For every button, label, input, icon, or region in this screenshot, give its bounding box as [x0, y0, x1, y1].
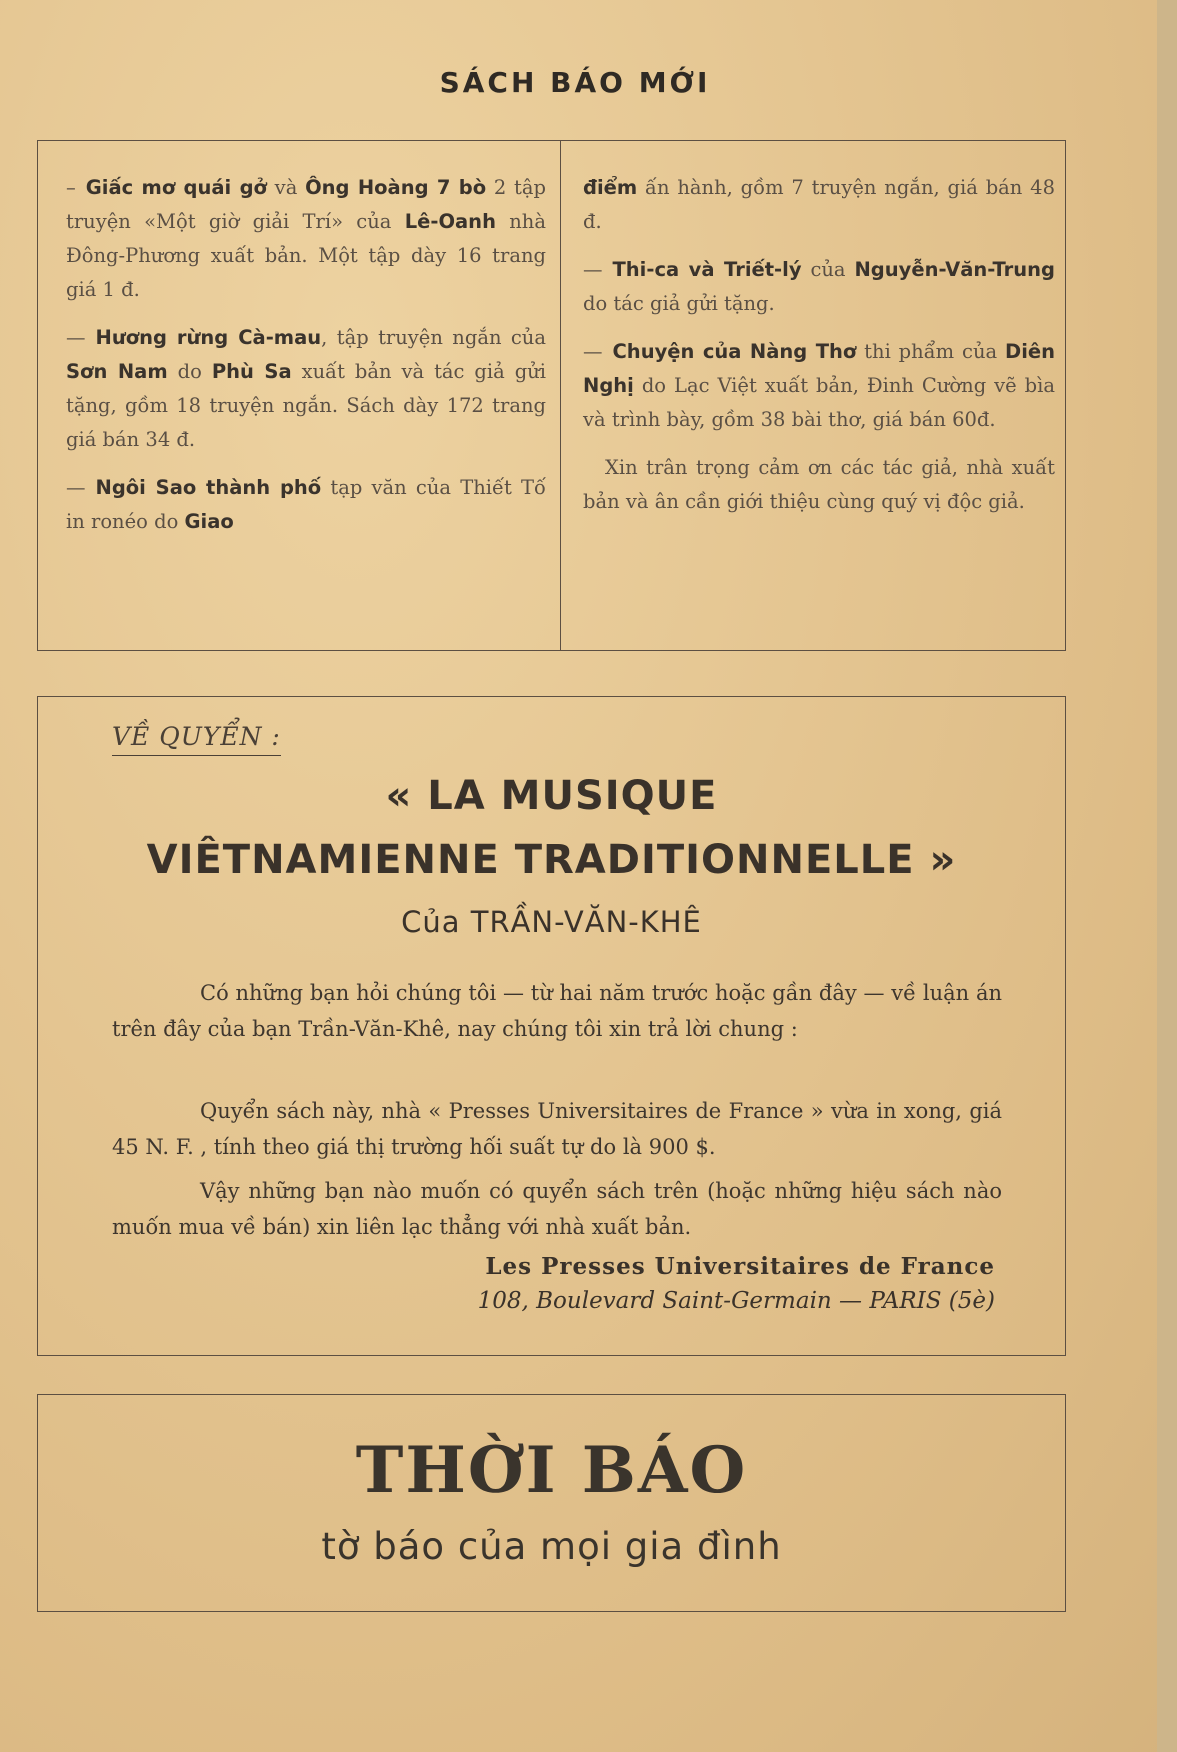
- right-column: [583, 171, 1055, 533]
- text: do: [167, 360, 212, 383]
- text: do tác giả gửi tặng.: [583, 292, 775, 315]
- publisher-name: Les Presses Universitaires de France: [485, 1253, 995, 1280]
- dash: —: [583, 258, 603, 281]
- text: xuất bản và tác giả gửi tặng, gồm 18 truyện ngắn. Sách dày 172 trang giá bán 34 đ.: [66, 360, 546, 451]
- book-title-line1: « LA MUSIQUE: [385, 773, 718, 819]
- dash: —: [66, 326, 86, 349]
- author-name: Lê-Oanh: [404, 210, 496, 233]
- publisher-address: 108, Boulevard Saint-Germain — PARIS (5è): [477, 1288, 995, 1314]
- book-title: Ông Hoàng 7 bò: [305, 176, 487, 199]
- book-entry: [583, 253, 1055, 321]
- text: ấn hành, gồm 7 truyện ngắn, giá bán 48 đ.: [583, 176, 1055, 233]
- text: tạp văn của Thiết Tố in ronéo do: [66, 476, 546, 533]
- text: và: [266, 176, 306, 199]
- book-notice-box: [37, 696, 1066, 1356]
- new-books-box: [37, 140, 1066, 651]
- book-author: Của TRẦN-VĂN-KHÊ: [401, 905, 702, 939]
- dash: —: [66, 476, 86, 499]
- publisher-name: Giao: [184, 510, 234, 533]
- author-name: Diên Nghị: [583, 340, 1055, 397]
- book-title: Giấc mơ quái gở: [85, 176, 267, 199]
- text: nhà Đông-Phương xuất bản. Một tập dày 16 trang giá 1 đ.: [66, 210, 546, 301]
- publisher-name: Phù Sa: [211, 360, 292, 383]
- book-entry: [66, 171, 546, 307]
- book-title: Chuyện của Nàng Thơ: [612, 340, 857, 363]
- notice-paragraph: Vậy những bạn nào muốn có quyển sách trên (hoặc những hiệu sách nào muốn mua về bán) xin liên lạc thẳng với nhà xuất bản.: [112, 1179, 1002, 1239]
- text: , tập truyện ngắn của: [321, 326, 546, 349]
- section-label: VỀ QUYỂN :: [112, 722, 281, 756]
- author-name: Nguyễn-Văn-Trung: [854, 258, 1055, 281]
- text: do Lạc Việt xuất bản, Đinh Cường vẽ bìa và trình bày, gồm 38 bài thơ, giá bán 60đ.: [583, 374, 1055, 431]
- advert-box: [37, 1394, 1066, 1612]
- text: 2 tập truyện «Một giờ giải Trí» của: [66, 176, 547, 233]
- notice-paragraph: Quyển sách này, nhà « Presses Universitaires de France » vừa in xong, giá 45 N. F. , tính theo giá thị trường hối suất tự do là 900 $.: [112, 1099, 1002, 1159]
- book-entry: [66, 471, 546, 539]
- text: thi phẩm của: [856, 340, 1006, 363]
- dash: —: [583, 340, 603, 363]
- book-title-line2: VIÊTNAMIENNE TRADITIONNELLE »: [146, 837, 957, 883]
- book-title: Ngôi Sao thành phố: [95, 476, 322, 499]
- dash: –: [66, 176, 76, 199]
- book-title: Hương rừng Cà-mau: [95, 326, 322, 349]
- book-title: Thi-ca và Triết-lý: [612, 258, 802, 281]
- left-column: [66, 171, 546, 553]
- page-edge: [1157, 0, 1177, 1752]
- author-name: Sơn Nam: [66, 360, 168, 383]
- notice-paragraph: Có những bạn hỏi chúng tôi — từ hai năm trước hoặc gần đây — về luận án trên đây của bạn Trần-Văn-Khê, nay chúng tôi xin trả lời chung :: [112, 981, 1002, 1041]
- book-entry-continued: [583, 171, 1055, 239]
- book-entry: [66, 321, 546, 457]
- newspaper-slogan: tờ báo của mọi gia đình: [321, 1525, 782, 1568]
- column-divider: [560, 141, 561, 650]
- page-title: SÁCH BÁO MỚI: [439, 66, 711, 99]
- publisher-block: [478, 1253, 995, 1314]
- thanks-note: Xin trân trọng cảm ơn các tác giả, nhà xuất bản và ân cần giới thiệu cùng quý vị độc giả.: [583, 456, 1055, 513]
- newspaper-name: THỜI BÁO: [355, 1433, 748, 1508]
- text: của: [801, 258, 855, 281]
- book-entry: [583, 335, 1055, 437]
- publisher-name: điểm: [583, 176, 638, 199]
